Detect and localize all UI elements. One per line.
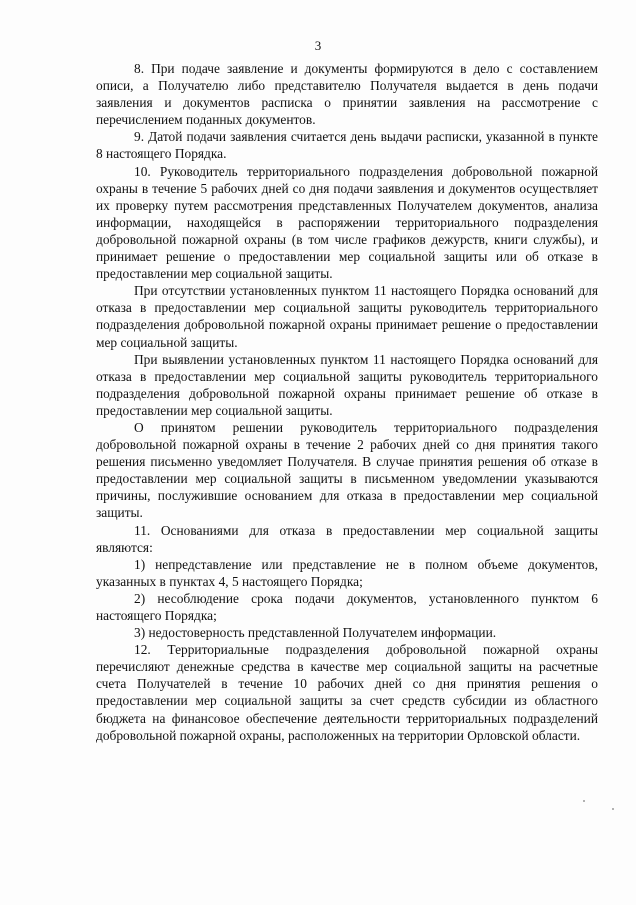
paragraph-8: 8. При подаче заявление и документы формируются в дело с составлением описи, а Получателю либо представителю Получателя выдается в день подачи заявления и документов расписка о принятии заявления на рассмотрение с перечислением поданных документов. — [96, 61, 598, 128]
paragraph-9: 9. Датой подачи заявления считается день выдачи расписки, указанной в пункте 8 настоящего Порядка. — [96, 129, 598, 162]
paragraph-10-notification: О принятом решении руководитель территориального подразделения добровольной пожарной охраны в течение 2 рабочих дней со дня принятия такого решения письменно уведомляет Получателя. В случае принятия решения об отказе в предоставлении мер социальной защиты в письменном уведомлении указываются причины, послужившие основанием для отказа в предоставлении мер социальной защиты. — [96, 419, 598, 521]
scan-speck — [583, 800, 585, 802]
scan-speck — [612, 808, 614, 810]
paragraph-10: 10. Руководитель территориального подразделения добровольной пожарной охраны в течение 5 рабочих дней со дня подачи заявления и документов осуществляет их проверку путем рассмотрения представленных Получателем документов, анализа информации, находящейся в распоряжении территориального подразделения добровольной пожарной охраны (в том числе графиков дежурств, книги службы), и принимает решение о предоставлении мер социальной защиты или об отказе в предоставлении мер социальной защиты. — [96, 163, 598, 282]
paragraph-11: 11. Основаниями для отказа в предоставлении мер социальной защиты являются: — [96, 522, 598, 555]
paragraph-11-item-2: 2) несоблюдение срока подачи документов, установленного пунктом 6 настоящего Порядка; — [96, 590, 598, 623]
paragraph-11-item-1: 1) непредставление или представление не в полном объеме документов, указанных в пунктах 4, 5 настоящего Порядка; — [96, 556, 598, 589]
page-number: 3 — [314, 38, 322, 53]
paragraph-12: 12. Территориальные подразделения добровольной пожарной охраны перечисляют денежные средства в качестве мер социальной защиты на расчетные счета Получателей в течение 10 рабочих дней со дня принятия решения о предоставлении мер социальной защиты за счет средств субсидии из областного бюджета на финансовое обеспечение деятельности территориальных подразделений добровольной пожарной охраны, расположенных на территории Орловской области. — [96, 642, 598, 743]
paragraph-10-no-grounds: При отсутствии установленных пунктом 11 настоящего Порядка оснований для отказа в предоставлении мер социальной защиты руководитель территориального подразделения добровольной пожарной охраны принимает решение о предоставлении мер социальной защиты. — [96, 283, 598, 350]
document-body — [96, 60, 598, 744]
paragraph-11-item-3: 3) недостоверность представленной Получателем информации. — [134, 625, 497, 641]
paragraph-10-grounds-found: При выявлении установленных пунктом 11 настоящего Порядка оснований для отказа в предоставлении мер социальной защиты руководитель территориального подразделения добровольной пожарной охраны принимает решение об отказе в предоставлении мер социальной защиты. — [96, 351, 598, 418]
